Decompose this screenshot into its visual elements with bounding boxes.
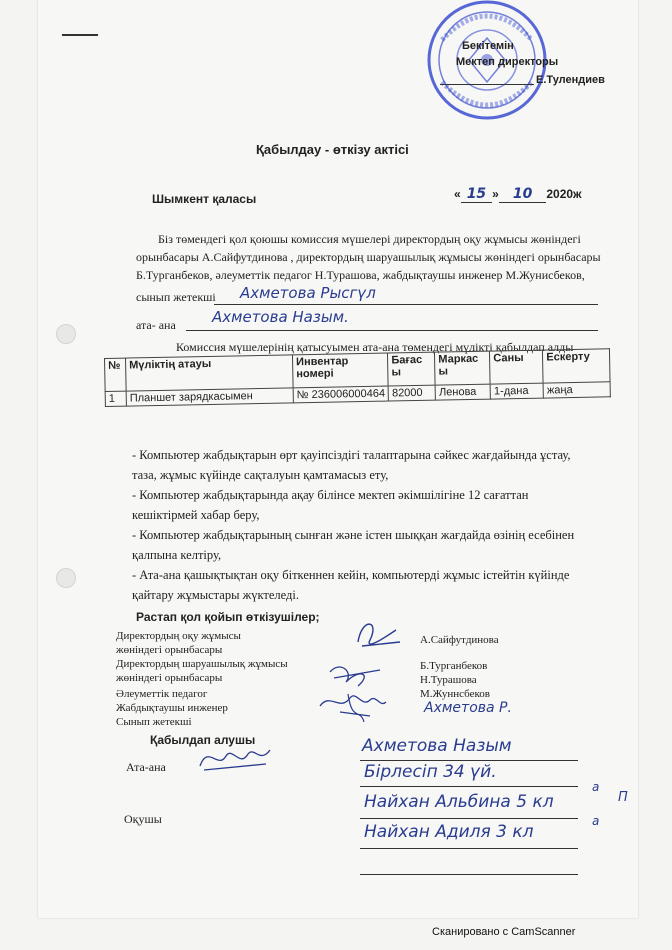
receiver-line-4 [360,848,578,849]
header-price: Бағасы [388,352,436,386]
role-4: жөніндегі орынбасары [116,672,223,684]
date-day: 15 [461,186,492,203]
header-quantity: Саны [490,350,544,384]
intro-line-1: Біз төмендегі қол қоюшы комиссия мүшелері директордың оқу жұмысы жөніндегі [158,232,581,246]
handwritten-superscript-2: а [592,814,600,828]
cell-brand: Ленова [435,384,490,400]
cell-note: жаңа [543,382,610,398]
signature-4 [340,694,370,722]
cell-inventory: № 236006000464 [293,386,389,403]
cell-price: 82000 [388,385,435,401]
condition-line-6: қалпына келтіру, [132,548,222,562]
role-2: жөніндегі орынбасары [116,644,223,656]
intro-line-2: орынбасары А.Сайфутдинова , директордың шаруашылық жұмысы жөніндегі орынбасары [136,250,601,264]
header-note: Ескерту [543,349,611,383]
class-teacher-handwritten: Ахметова Рысгүл [240,284,376,302]
handwritten-student-2: Найхан Адиля 3 кл [364,822,534,842]
commission-line: Комиссия мүшелерінің қатысуымен ата-ана төмендегі мүлікті қабылдап алды [176,340,574,354]
role-6: Жабдықтаушы инженер [116,702,228,714]
parent-signature [196,740,276,776]
parent-handwritten: Ахметова Назым. [212,308,349,326]
parent-label: ата- ана [136,318,176,332]
condition-line-5: - Компьютер жабдықтарының сынған және істен шыққан жағдайда өзінің есебінен [132,528,575,542]
handwritten-margin-mark: П [618,790,628,805]
punch-hole-top [56,324,76,344]
approval-position: Мектеп директоры [456,56,559,68]
corner-dash [62,34,98,36]
class-teacher-line [214,304,598,305]
receiver-line-2 [360,786,578,787]
asset-table [104,348,611,407]
class-teacher-signature-text: Ахметова Р. [424,700,512,716]
signature-1 [358,624,400,646]
receivers-heading: Қабылдап алушы [150,733,256,747]
header-number: № [105,358,127,391]
document-title: Қабылдау - өткізу актісі [256,142,409,157]
receiver-parent-label: Ата-ана [126,760,166,774]
receiver-line-3 [360,818,578,819]
scanner-watermark: Сканировано с CamScanner [432,926,576,938]
signature-2 [330,667,380,686]
cell-name: Планшет зарядкасымен [126,388,293,406]
condition-line-1: - Компьютер жабдықтарын өрт қауіпсіздігі талаптарына сәйкес жағдайында ұстау, [132,448,571,462]
condition-line-4: кешіктірмей хабар беру, [132,508,260,522]
header-brand: Маркасы [435,351,491,385]
parent-line [186,330,598,331]
intro-line-3: Б.Турганбеков, әлеуметтік педагог Н.Турашова, жабдықтаушы инженер М.Жунисбеков, [136,268,585,282]
cell-number: 1 [105,391,126,406]
condition-line-8: қайтару жұмыстары жүктеледі. [132,588,299,602]
receiver-student-label: Оқушы [124,812,162,826]
name-zhunisbekov: М.Жуннсбеков [420,688,490,700]
handwritten-student-1: Найхан Альбина 5 кл [364,792,554,812]
role-7: Сынып жетекші [116,716,192,728]
handwritten-superscript-1: а [592,780,600,794]
name-turashova: Н.Турашова [420,674,477,686]
condition-line-3: - Компьютер жабдықтарында ақау білінсе мектеп әкімшілігіне 12 сағаттан [132,488,529,502]
city-label: Шымкент қаласы [152,192,257,206]
header-name: Мүліктің атауы [126,355,294,391]
header-inventory: Инвентар номері [292,353,388,388]
role-1: Директордың оқу жұмысы [116,630,241,642]
name-saifutdinova: А.Сайфутдинова [420,634,499,646]
handwritten-address: Бірлесіп 34 үй. [364,762,497,782]
signature-scribbles [300,612,430,732]
director-name: Е.Тулендиев [536,74,605,86]
role-5: Әлеуметтік педагог [116,688,208,700]
class-teacher-label: сынып жетекші [136,290,216,304]
date-field [454,186,582,202]
handwritten-parent-name: Ахметова Назым [362,736,512,756]
date-year: 2020ж [546,187,582,201]
receiver-line-5 [360,874,578,875]
cell-quantity: 1-дана [490,383,543,399]
signature-3 [320,696,386,706]
signatories-heading: Растап қол қойып өткізушілер; [136,610,320,624]
condition-line-7: - Ата-ана қашықтықтан оқу біткеннен кейін, компьютерді жұмыс істейтін күйінде [132,568,570,582]
date-month: 10 [499,186,546,203]
date-close-quote: » [492,187,499,201]
condition-line-2: таза, жұмыс күйінде сақталуын қамтамасыз ету, [132,468,389,482]
director-sign-line [440,84,534,85]
approval-label: Бекітемін [462,40,514,52]
date-open-quote: « [454,187,461,201]
name-turganbekov: Б.Турганбеков [420,660,488,672]
role-3: Директордың шаруашылық жұмысы [116,658,288,670]
punch-hole-bottom [56,568,76,588]
receiver-line-1 [360,760,578,761]
